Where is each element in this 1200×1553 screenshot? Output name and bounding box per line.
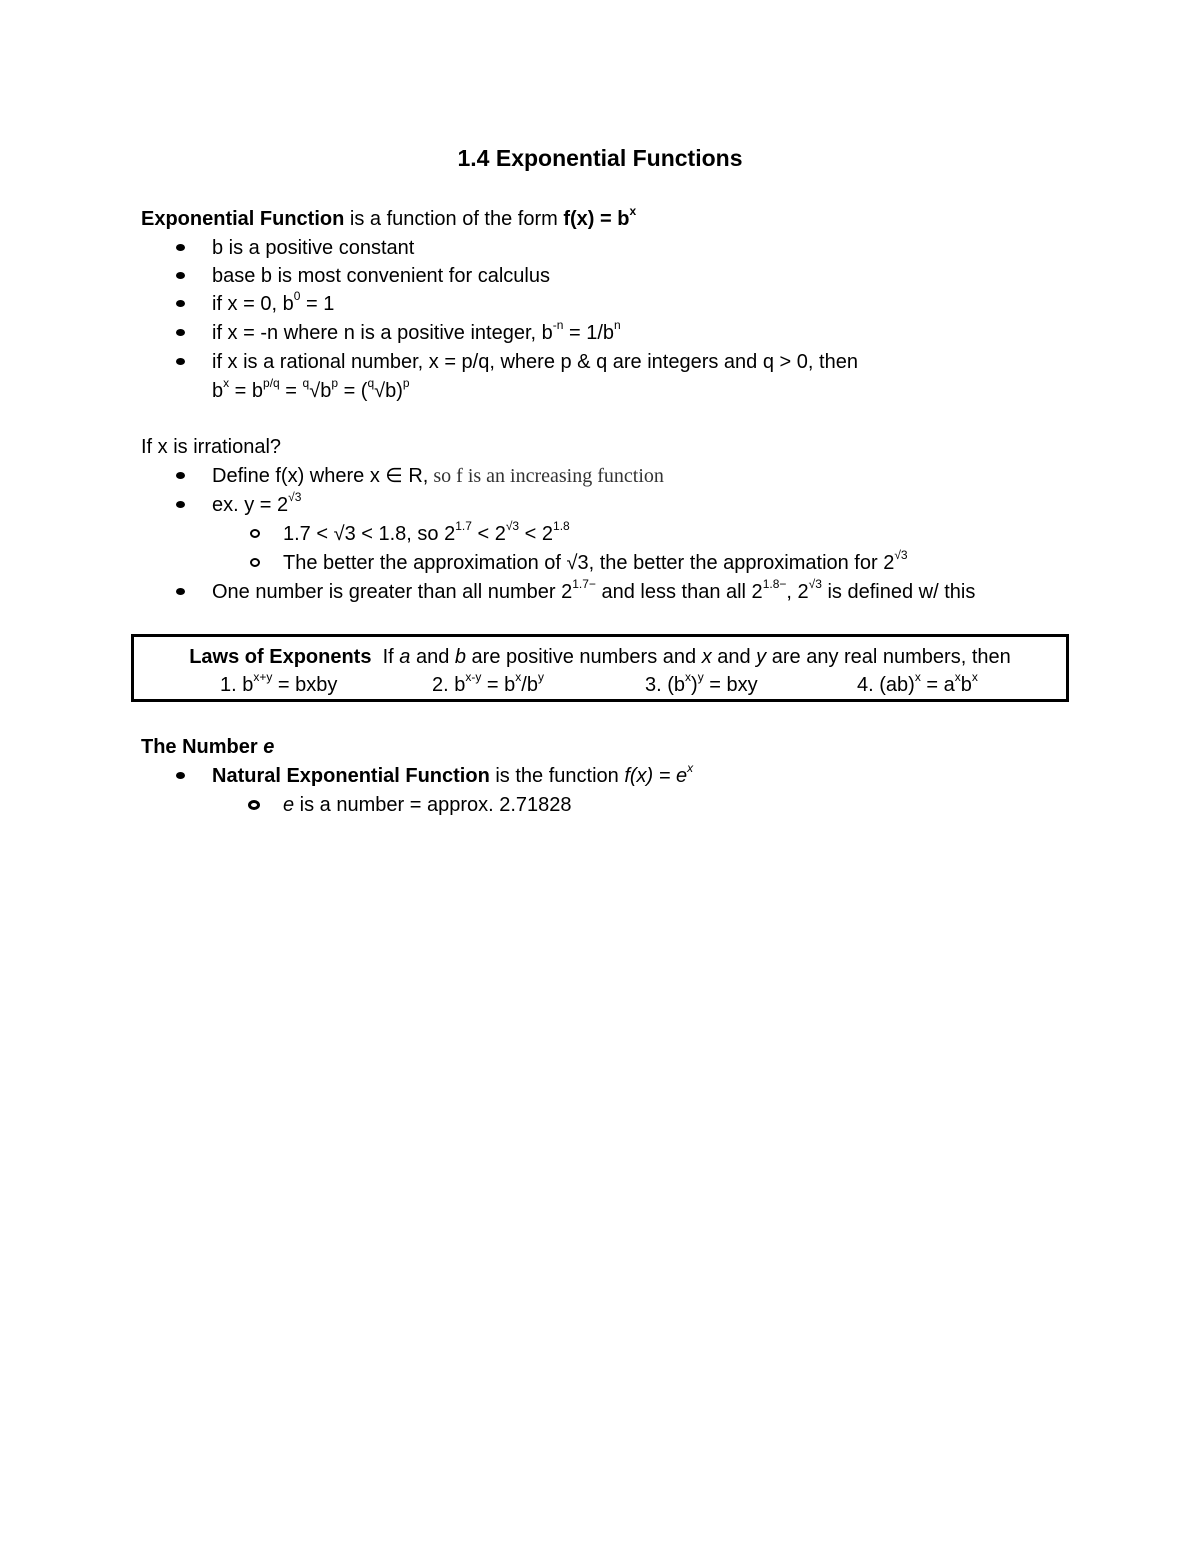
bullet-icon — [176, 272, 185, 279]
list-item: Define f(x) where x ∈ R, so f is an increasing function — [212, 465, 664, 487]
bullet-icon — [176, 244, 185, 251]
list-item: if x is a rational number, x = p/q, where p & q are integers and q > 0, then — [212, 351, 858, 373]
list-item: b is a positive constant — [212, 237, 415, 259]
list-item: if x = -n where n is a positive integer, $b^{-n} = 1/b^n$ — [212, 318, 621, 344]
sub-list-item: e is a number = approx. 2.71828 — [283, 794, 572, 816]
sub-list-item: The better the approximation of √3, the better the approximation for $2^{√3}$ — [283, 548, 908, 574]
bullet-icon — [176, 300, 185, 307]
law-1: 1. $b^{x+y}$ = bxby — [220, 670, 338, 696]
sub-bullet-icon — [250, 529, 260, 538]
list-item-continuation: $b^x = b^{p/q} = ^q√b^p = (^q√b)^p$ — [212, 376, 410, 402]
definition-formula: $f(x) = b^x$ — [563, 204, 637, 230]
list-item: if x = 0, $b^0 = 1$ — [212, 289, 335, 315]
page-title: 1.4 Exponential Functions — [457, 145, 743, 171]
list-item: One number is greater than all number $2^{1.7-}$ and less than all $2^{1.8-}$, $2^{√3}$ is defined w/ this — [212, 577, 976, 603]
sub-bullet-icon — [248, 800, 260, 810]
bullet-icon — [176, 472, 185, 479]
section-heading: The Number e — [141, 736, 275, 758]
laws-heading-line: Laws of Exponents If a and b are positive numbers and x and y are any real numbers, then — [189, 646, 1011, 668]
list-item: Natural Exponential Function is the function $f(x) = e^x$ — [212, 761, 694, 787]
list-item: base b is most convenient for calculus — [212, 265, 550, 287]
law-4: 4. $(ab)^x = a^xb^x$ — [857, 670, 978, 696]
bullet-icon — [176, 588, 185, 595]
definition-line — [141, 205, 636, 233]
bullet-icon — [176, 501, 185, 508]
law-2: 2. $b^{x-y} = b^x/b^y$ — [432, 670, 544, 696]
section-heading: If x is irrational? — [141, 436, 282, 458]
list-item: ex. $y = 2^{√3}$ — [212, 490, 302, 516]
laws-of-exponents-box — [131, 634, 1069, 702]
definition-text: is a function of the form — [349, 208, 558, 230]
bullet-icon — [176, 358, 185, 365]
sub-list-item: 1.7 < √3 < 1.8, so $2^{1.7} < 2^{√3} < 2^{1.8}$ — [283, 519, 570, 545]
sub-bullet-icon — [250, 558, 260, 567]
law-3: 3. $(b^x)^y$ = bxy — [645, 670, 758, 696]
definition-term: Exponential Function — [141, 208, 345, 230]
bullet-icon — [176, 329, 185, 336]
bullet-icon — [176, 772, 185, 779]
